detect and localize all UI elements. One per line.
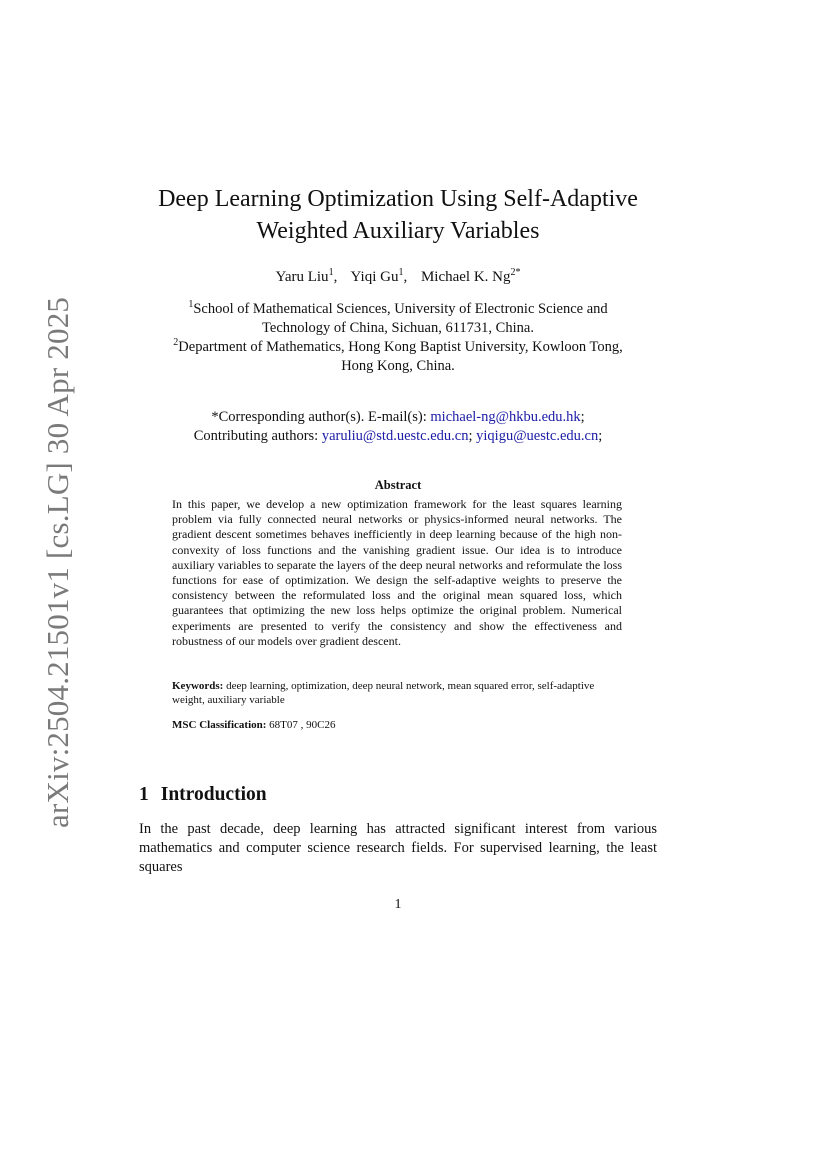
section-title: Introduction — [160, 784, 267, 805]
title-line-1: Deep Learning Optimization Using Self-Adaptive — [158, 186, 638, 212]
affiliation-mark: 1 — [188, 299, 194, 311]
section-heading — [139, 784, 267, 806]
affiliation-text: Department of Mathematics, Hong Kong Baptist University, Kowloon Tong, Hong Kong, China. — [178, 339, 623, 374]
page-number: 1 — [394, 897, 402, 912]
keywords-text: deep learning, optimization, deep neural network, mean squared error, self-adaptive weight, auxiliary variable — [172, 680, 595, 706]
contributing-email-link[interactable]: yiqigu@uestc.edu.cn — [476, 428, 599, 444]
author-name: Yiqi Gu — [350, 269, 399, 285]
author-name: Yaru Liu — [275, 269, 329, 285]
author-name: Michael K. Ng — [420, 269, 511, 285]
msc-classification — [172, 719, 622, 731]
corresponding-label: *Corresponding author(s). E-mail(s): — [211, 409, 427, 425]
author-affiliation-mark: 1 — [328, 267, 334, 278]
keywords — [172, 680, 622, 707]
author-list: Yaru Liu$^1$, Yiqi Gu$^1$, Michael K. $Ng^{2*}$ — [275, 267, 521, 285]
author-affiliation-mark: 2* — [510, 267, 521, 278]
affiliation — [162, 338, 634, 376]
affiliation — [162, 300, 634, 338]
section-number: 1 — [139, 784, 149, 805]
msc-label: MSC Classification: — [172, 719, 267, 731]
paper-title — [0, 183, 796, 247]
section-paragraph: In the past decade, deep learning has attracted significant interest from various mathematics and computer science research fields. For supervised learning, the least squares — [139, 821, 657, 875]
keywords-label: Keywords: — [172, 680, 224, 692]
abstract-body: In this paper, we develop a new optimization framework for the least squares learning problem via fully connected neural networks or physics-informed neural networks. The gradient descent sometimes behaves inefficiently in deep learning because of the high non-convexity of loss functions and the vanishing gradient issue. Our idea is to introduce auxiliary variables to separate the layers of the deep neural networks and reformulate the loss functions for ease of optimization. We design the self-adaptive weights to preserve the consistency between the reformulated loss and the original mean squared loss, which guarantees that optimizing the new loss helps optimize the original problem. Numerical experiments are presented to verify the consistency and show the effectiveness and robustness of our models over gradient descent. — [172, 497, 622, 648]
arxiv-identifier: arXiv:2504.21501v1 [cs.LG] 30 Apr 2025 — [40, 296, 75, 828]
contact-block: *Corresponding author(s). E-mail(s): michael-ng@hkbu.edu.hk; Contributing authors: yaruliu@std.uestc.edu.cn; yiqigu@uestc.edu.cn; — [193, 409, 603, 444]
msc-text: 68T07 , 90C26 — [269, 719, 336, 731]
title-line-2: Weighted Auxiliary Variables — [256, 218, 540, 244]
corresponding-email-link[interactable]: michael-ng@hkbu.edu.hk — [430, 409, 581, 425]
abstract-heading: Abstract — [374, 478, 422, 492]
author-affiliation-mark: 1 — [398, 267, 404, 278]
contributing-email-link[interactable]: yaruliu@std.uestc.edu.cn — [321, 428, 469, 444]
affiliation-text: School of Mathematical Sciences, University of Electronic Science and Technology of China, Sichuan, 611731, China. — [193, 301, 608, 336]
contributing-label: Contributing authors: — [193, 428, 319, 444]
affiliation-mark: 2 — [173, 337, 179, 349]
